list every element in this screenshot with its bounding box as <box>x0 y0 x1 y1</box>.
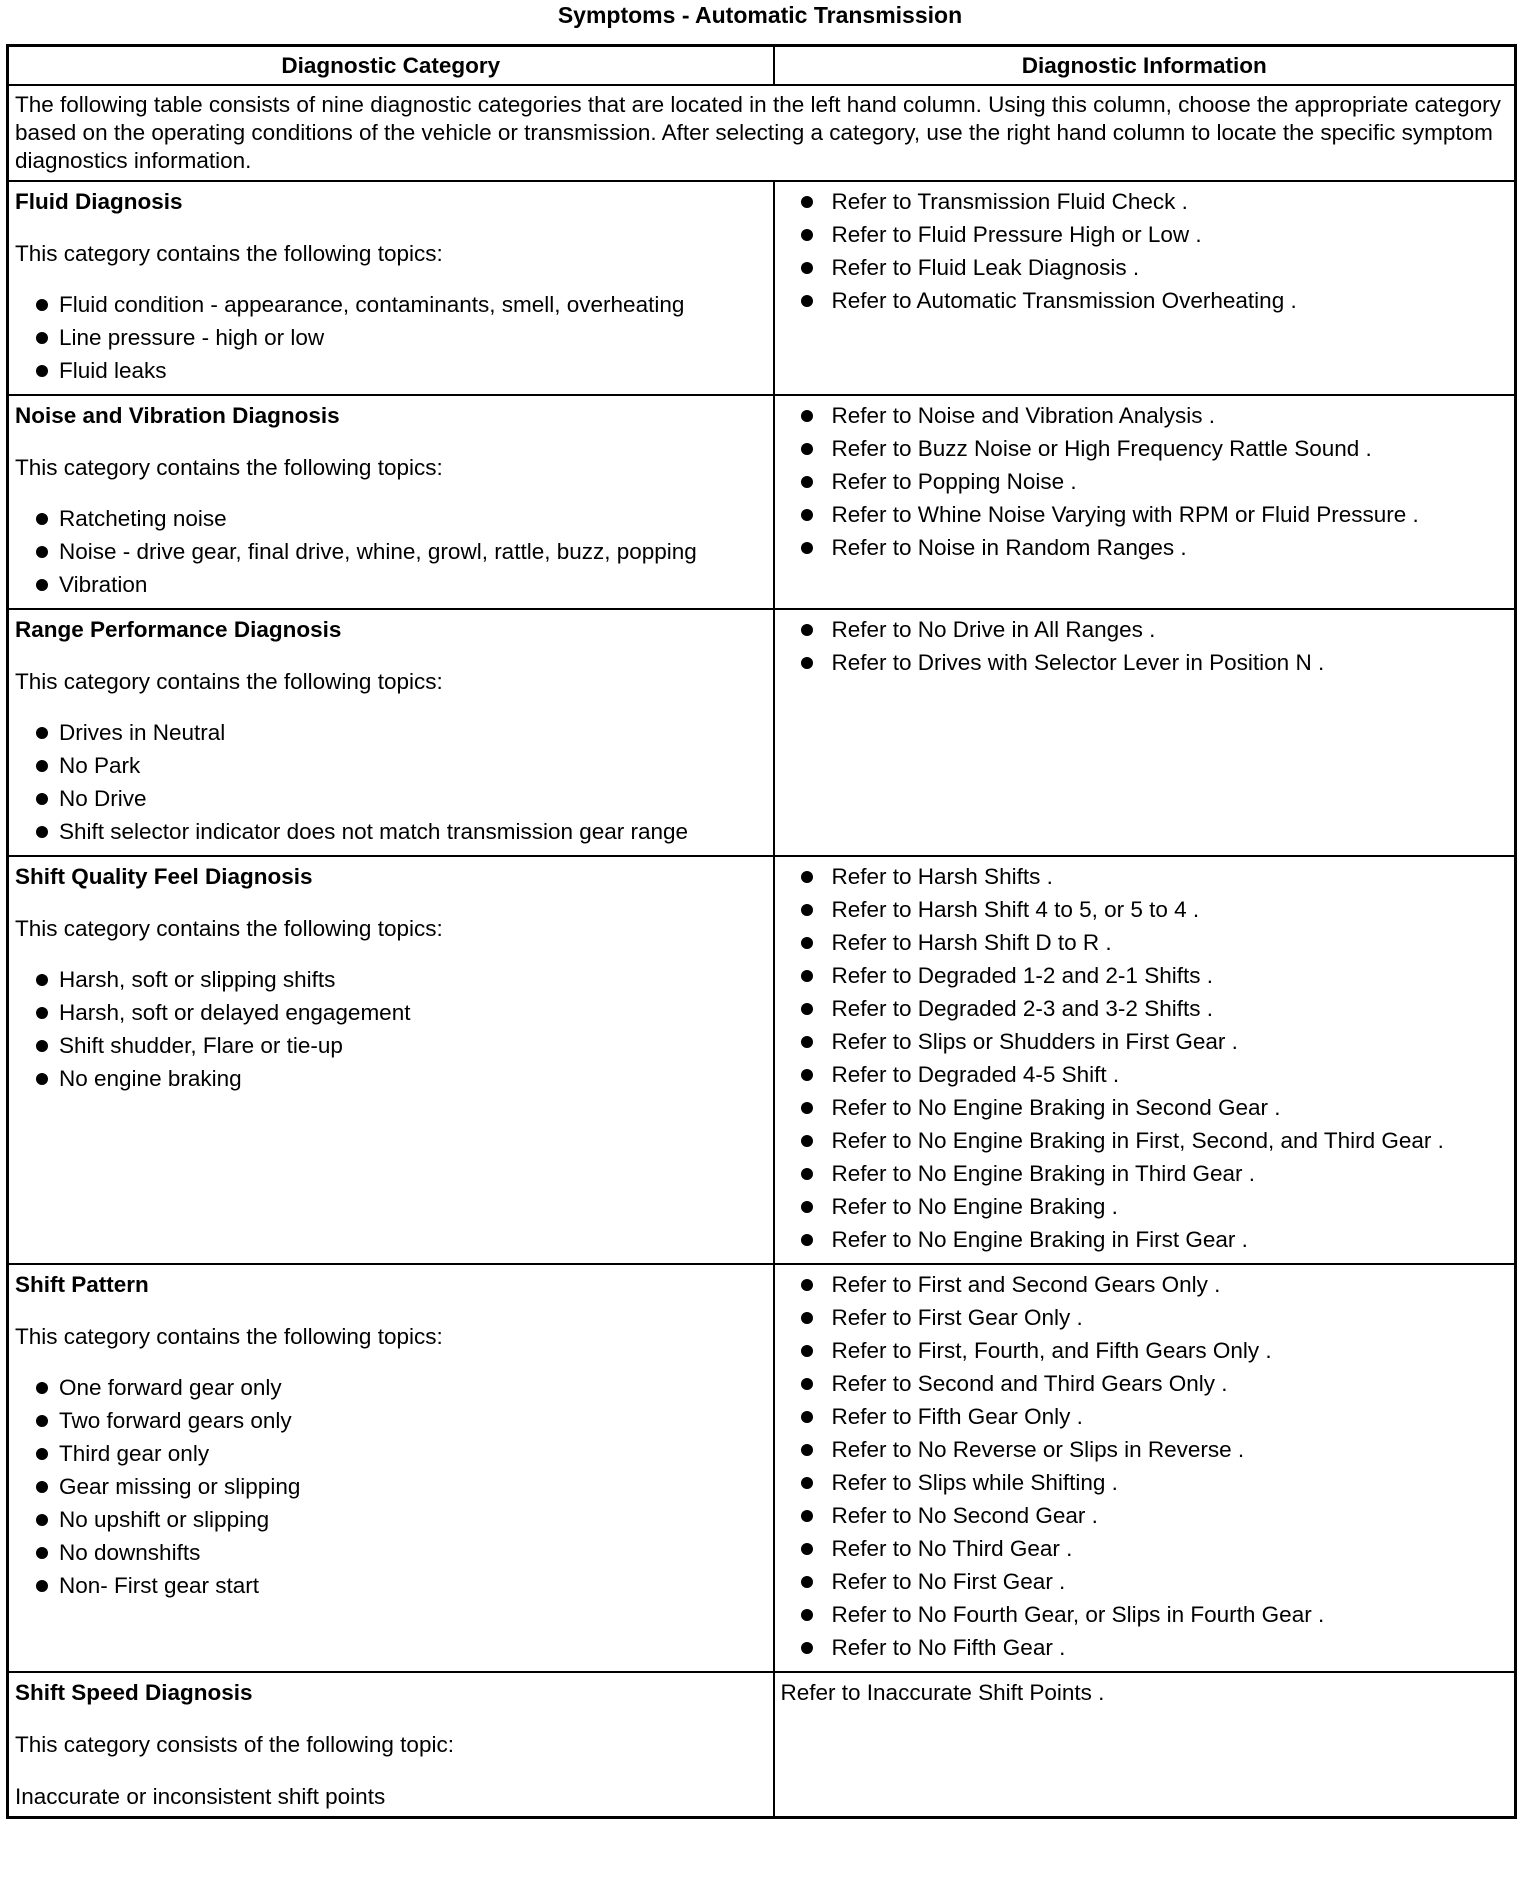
reference-link[interactable]: Refer to Slips or Shudders in First Gear . <box>831 1029 1238 1054</box>
bullet-icon <box>801 1477 813 1489</box>
category-description: This category contains the following topics: <box>15 1324 443 1349</box>
reference-list <box>781 615 1509 677</box>
topic-list <box>15 1373 767 1600</box>
topic-text: Non- First gear start <box>59 1573 260 1598</box>
bullet-icon <box>801 970 813 982</box>
topic-item <box>15 1505 767 1534</box>
information-cell <box>774 1264 1516 1672</box>
topic-text: Two forward gears only <box>59 1408 292 1433</box>
information-cell <box>774 395 1516 609</box>
reference-link[interactable]: Refer to Degraded 1-2 and 2-1 Shifts . <box>831 963 1213 988</box>
reference-link[interactable]: Refer to Noise in Random Ranges . <box>831 535 1187 560</box>
reference-item[interactable] <box>781 1402 1509 1431</box>
bullet-icon <box>801 624 813 636</box>
category-title: Fluid Diagnosis <box>15 189 183 214</box>
bullet-icon <box>36 727 48 739</box>
category-title: Shift Speed Diagnosis <box>15 1680 253 1705</box>
diagnostic-table <box>6 44 1517 1819</box>
category-description: This category contains the following topics: <box>15 916 443 941</box>
reference-item[interactable] <box>781 1534 1509 1563</box>
topic-text: Noise - drive gear, final drive, whine, growl, rattle, buzz, popping <box>59 539 697 564</box>
category-title: Shift Quality Feel Diagnosis <box>15 864 313 889</box>
bullet-icon <box>36 332 48 344</box>
table-row <box>8 856 1516 1264</box>
bullet-icon <box>801 196 813 208</box>
reference-item[interactable] <box>781 1369 1509 1398</box>
topic-text: Ratcheting noise <box>59 506 227 531</box>
topic-text: One forward gear only <box>59 1375 282 1400</box>
reference-link[interactable]: Refer to No Engine Braking in Second Gear . <box>831 1095 1281 1120</box>
header-diagnostic-category: Diagnostic Category <box>8 46 774 86</box>
bullet-icon <box>801 937 813 949</box>
bullet-icon <box>801 1444 813 1456</box>
reference-link[interactable]: Refer to Inaccurate Shift Points . <box>780 1680 1105 1705</box>
reference-item[interactable] <box>781 1159 1509 1188</box>
reference-link[interactable]: Refer to Harsh Shift D to R . <box>831 930 1112 955</box>
topic-text: No upshift or slipping <box>59 1507 270 1532</box>
reference-link[interactable]: Refer to Whine Noise Varying with RPM or Fluid Pressure . <box>831 502 1419 527</box>
reference-item[interactable] <box>781 1093 1509 1122</box>
reference-item[interactable] <box>781 500 1509 529</box>
bullet-icon <box>801 1609 813 1621</box>
reference-item[interactable] <box>781 1468 1509 1497</box>
table-row <box>8 609 1516 856</box>
topic-text: Harsh, soft or delayed engagement <box>59 1000 411 1025</box>
bullet-icon <box>36 1382 48 1394</box>
topic-item <box>15 323 767 352</box>
reference-item[interactable] <box>781 1435 1509 1464</box>
bullet-icon <box>36 579 48 591</box>
topic-item <box>15 1571 767 1600</box>
reference-item[interactable] <box>781 615 1509 644</box>
topic-item <box>15 504 767 533</box>
reference-link[interactable]: Refer to Degraded 4-5 Shift . <box>831 1062 1120 1087</box>
bullet-icon <box>801 1312 813 1324</box>
category-description: This category contains the following topics: <box>15 669 443 694</box>
reference-item[interactable] <box>781 994 1509 1023</box>
bullet-icon <box>36 793 48 805</box>
topic-item <box>15 290 767 319</box>
bullet-icon <box>801 1201 813 1213</box>
topic-text: Vibration <box>59 572 148 597</box>
bullet-icon <box>36 1547 48 1559</box>
bullet-icon <box>801 1102 813 1114</box>
reference-link[interactable]: Refer to Drives with Selector Lever in Position N . <box>831 650 1325 675</box>
topic-item <box>15 751 767 780</box>
reference-list <box>781 1270 1509 1662</box>
category-title: Range Performance Diagnosis <box>15 617 342 642</box>
topic-item <box>15 965 767 994</box>
bullet-icon <box>36 1040 48 1052</box>
topic-text: Gear missing or slipping <box>59 1474 301 1499</box>
reference-item[interactable] <box>781 1126 1509 1155</box>
bullet-icon <box>801 295 813 307</box>
reference-item[interactable] <box>781 533 1509 562</box>
bullet-icon <box>36 1481 48 1493</box>
topic-item <box>15 1406 767 1435</box>
topic-text: Drives in Neutral <box>59 720 226 745</box>
reference-link[interactable]: Refer to Automatic Transmission Overheating . <box>831 288 1297 313</box>
reference-item[interactable] <box>781 1270 1509 1299</box>
bullet-icon <box>801 1543 813 1555</box>
topic-item <box>15 1538 767 1567</box>
bullet-icon <box>36 1514 48 1526</box>
reference-link[interactable]: Refer to No Fifth Gear . <box>831 1635 1066 1660</box>
topic-item <box>15 537 767 566</box>
reference-list <box>781 187 1509 315</box>
bullet-icon <box>801 1345 813 1357</box>
reference-item[interactable] <box>781 1336 1509 1365</box>
topic-item <box>15 570 767 599</box>
bullet-icon <box>36 760 48 772</box>
reference-item[interactable] <box>781 862 1509 891</box>
reference-item[interactable] <box>781 1633 1509 1662</box>
bullet-icon <box>801 262 813 274</box>
reference-item[interactable] <box>781 286 1509 315</box>
topic-text: Inaccurate or inconsistent shift points <box>15 1784 386 1809</box>
reference-item[interactable] <box>781 401 1509 430</box>
bullet-icon <box>801 1003 813 1015</box>
bullet-icon <box>801 443 813 455</box>
information-cell <box>774 609 1516 856</box>
bullet-icon <box>36 1448 48 1460</box>
topic-text: No downshifts <box>59 1540 201 1565</box>
information-cell <box>774 181 1516 395</box>
topic-text: Line pressure - high or low <box>59 325 325 350</box>
bullet-icon <box>801 1168 813 1180</box>
topic-item <box>15 1439 767 1468</box>
reference-link[interactable]: Refer to First Gear Only . <box>831 1305 1083 1330</box>
reference-link[interactable]: Refer to No Second Gear . <box>831 1503 1098 1528</box>
bullet-icon <box>36 826 48 838</box>
bullet-icon <box>801 410 813 422</box>
category-cell <box>8 609 774 856</box>
bullet-icon <box>801 904 813 916</box>
bullet-icon <box>801 1411 813 1423</box>
topic-text: No Drive <box>59 786 147 811</box>
bullet-icon <box>801 1642 813 1654</box>
reference-link[interactable]: Refer to No Drive in All Ranges . <box>831 617 1156 642</box>
reference-item[interactable] <box>781 253 1509 282</box>
reference-link[interactable]: Refer to No Reverse or Slips in Reverse . <box>831 1437 1245 1462</box>
bullet-icon <box>36 1073 48 1085</box>
topic-item <box>15 817 767 846</box>
topic-text: Shift shudder, Flare or tie-up <box>59 1033 343 1058</box>
topic-text: No engine braking <box>59 1066 242 1091</box>
bullet-icon <box>801 509 813 521</box>
reference-item[interactable] <box>781 928 1509 957</box>
reference-link[interactable]: Refer to No Engine Braking . <box>831 1194 1118 1219</box>
bullet-icon <box>801 542 813 554</box>
reference-link[interactable]: Refer to First and Second Gears Only . <box>831 1272 1221 1297</box>
bullet-icon <box>801 229 813 241</box>
header-diagnostic-information: Diagnostic Information <box>774 46 1516 86</box>
reference-link[interactable]: Refer to First, Fourth, and Fifth Gears Only . <box>831 1338 1272 1363</box>
reference-link[interactable]: Refer to Second and Third Gears Only . <box>831 1371 1228 1396</box>
reference-item[interactable] <box>781 1501 1509 1530</box>
bullet-icon <box>801 1234 813 1246</box>
reference-item[interactable] <box>781 1225 1509 1254</box>
reference-item[interactable] <box>781 467 1509 496</box>
reference-link[interactable]: Refer to Buzz Noise or High Frequency Rattle Sound . <box>831 436 1372 461</box>
topic-item <box>15 1472 767 1501</box>
reference-item[interactable] <box>781 895 1509 924</box>
topic-list <box>15 504 767 599</box>
reference-link[interactable]: Refer to No Fourth Gear, or Slips in Fourth Gear . <box>831 1602 1325 1627</box>
reference-list <box>781 862 1509 1254</box>
table-row <box>8 1264 1516 1672</box>
bullet-icon <box>801 476 813 488</box>
reference-item[interactable] <box>781 1567 1509 1596</box>
topic-text: Fluid leaks <box>59 358 167 383</box>
topic-list <box>15 965 767 1093</box>
reference-link[interactable]: Refer to Harsh Shift 4 to 5, or 5 to 4 . <box>831 897 1200 922</box>
reference-link[interactable]: Refer to Harsh Shifts . <box>831 864 1053 889</box>
category-cell <box>8 856 774 1264</box>
category-cell <box>8 395 774 609</box>
topic-item <box>15 1031 767 1060</box>
category-cell <box>8 1264 774 1672</box>
category-cell <box>8 181 774 395</box>
bullet-icon <box>801 1036 813 1048</box>
topic-item <box>15 998 767 1027</box>
category-title: Shift Pattern <box>15 1272 149 1297</box>
topic-text: Shift selector indicator does not match transmission gear range <box>59 819 689 844</box>
category-cell <box>8 1672 774 1818</box>
table-row <box>8 1672 1516 1818</box>
reference-link[interactable]: Refer to Degraded 2-3 and 3-2 Shifts . <box>831 996 1213 1021</box>
category-description: This category contains the following topics: <box>15 241 443 266</box>
reference-item[interactable] <box>781 1600 1509 1629</box>
reference-item[interactable] <box>781 1303 1509 1332</box>
topic-text: Fluid condition - appearance, contaminants, smell, overheating <box>59 292 685 317</box>
reference-item[interactable] <box>781 434 1509 463</box>
category-description: This category contains the following topics: <box>15 455 443 480</box>
reference-link[interactable]: Refer to Noise and Vibration Analysis . <box>831 403 1216 428</box>
reference-item[interactable] <box>781 1027 1509 1056</box>
bullet-icon <box>36 513 48 525</box>
reference-item[interactable] <box>781 1192 1509 1221</box>
topic-list <box>15 718 767 846</box>
bullet-icon <box>801 1510 813 1522</box>
reference-link[interactable]: Refer to Fluid Pressure High or Low . <box>831 222 1202 247</box>
reference-item[interactable] <box>781 220 1509 249</box>
topic-text: Third gear only <box>59 1441 210 1466</box>
topic-item <box>15 718 767 747</box>
reference-item[interactable] <box>781 648 1509 677</box>
table-row <box>8 395 1516 609</box>
bullet-icon <box>36 546 48 558</box>
reference-link[interactable]: Refer to No Third Gear . <box>831 1536 1073 1561</box>
intro-row <box>8 85 1516 181</box>
bullet-icon <box>801 1135 813 1147</box>
intro-text: The following table consists of nine diagnostic categories that are located in the left hand column. Using this column, choose the appropriate category based on the operating conditions of the vehicle or transmission. After selecting a category, use the right hand column to locate the specific symptom diagnostics information. <box>8 85 1516 181</box>
bullet-icon <box>36 299 48 311</box>
reference-link[interactable]: Refer to No Engine Braking in First Gear . <box>831 1227 1248 1252</box>
bullet-icon <box>801 1069 813 1081</box>
bullet-icon <box>36 1415 48 1427</box>
bullet-icon <box>36 1007 48 1019</box>
bullet-icon <box>36 365 48 377</box>
information-cell <box>774 856 1516 1264</box>
topic-item <box>15 356 767 385</box>
bullet-icon <box>801 1576 813 1588</box>
topic-text: Harsh, soft or slipping shifts <box>59 967 336 992</box>
reference-link[interactable]: Refer to Fluid Leak Diagnosis . <box>831 255 1140 280</box>
bullet-icon <box>801 1279 813 1291</box>
topic-item <box>15 1064 767 1093</box>
topic-list <box>15 290 767 385</box>
reference-item[interactable] <box>781 1060 1509 1089</box>
reference-item[interactable] <box>781 961 1509 990</box>
bullet-icon <box>801 871 813 883</box>
page-title: Symptoms - Automatic Transmission <box>557 2 963 28</box>
bullet-icon <box>36 974 48 986</box>
table-row <box>8 181 1516 395</box>
table-header-row <box>8 46 1516 86</box>
reference-link[interactable]: Refer to Slips while Shifting . <box>831 1470 1118 1495</box>
bullet-icon <box>801 657 813 669</box>
topic-text: No Park <box>59 753 141 778</box>
reference-link[interactable]: Refer to No Engine Braking in Third Gear . <box>831 1161 1256 1186</box>
bullet-icon <box>36 1580 48 1592</box>
reference-list <box>781 401 1509 562</box>
reference-link[interactable]: Refer to Fifth Gear Only . <box>831 1404 1083 1429</box>
reference-link[interactable]: Refer to No First Gear . <box>831 1569 1066 1594</box>
category-description: This category consists of the following topic: <box>15 1732 454 1757</box>
information-cell <box>774 1672 1516 1818</box>
topic-item <box>15 1373 767 1402</box>
reference-link[interactable]: Refer to Transmission Fluid Check . <box>831 189 1188 214</box>
topic-item <box>15 784 767 813</box>
reference-link[interactable]: Refer to No Engine Braking in First, Second, and Third Gear . <box>831 1128 1444 1153</box>
reference-item[interactable] <box>781 187 1509 216</box>
reference-link[interactable]: Refer to Popping Noise . <box>831 469 1077 494</box>
bullet-icon <box>801 1378 813 1390</box>
category-title: Noise and Vibration Diagnosis <box>15 403 340 428</box>
